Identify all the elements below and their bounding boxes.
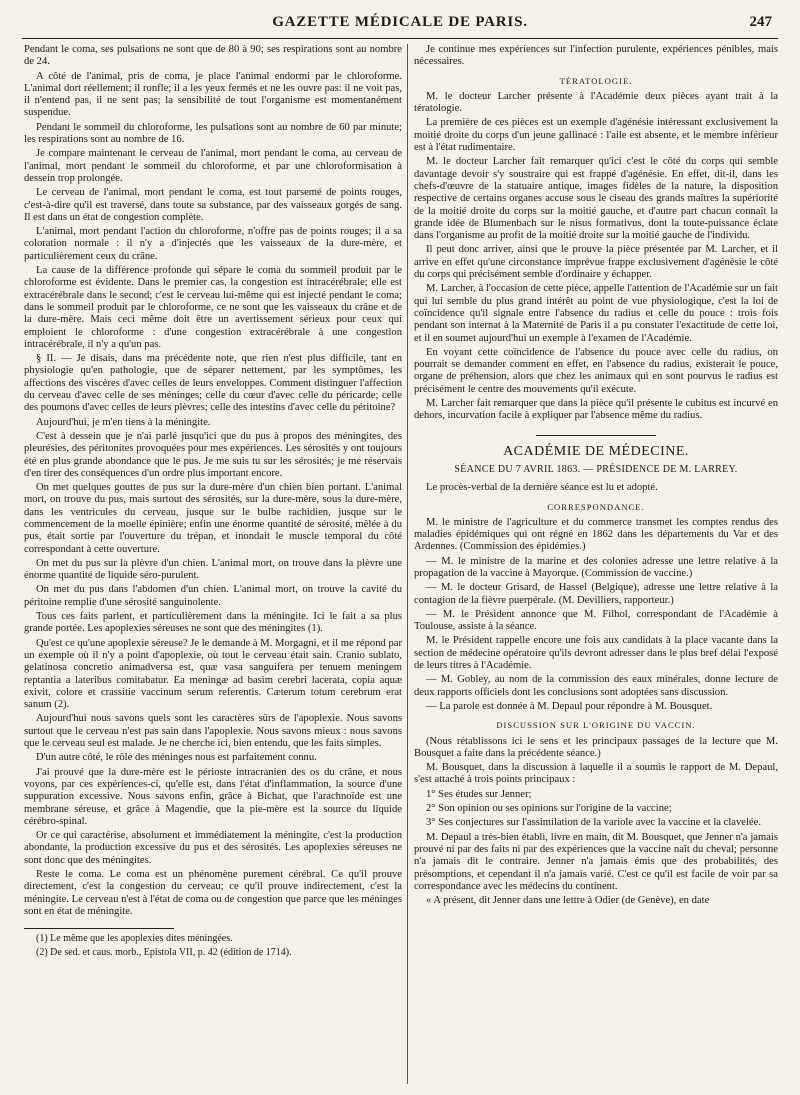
section-rule [536,435,656,436]
paragraph: Aujourd'hui nous savons quels sont les caractères sûrs de l'apoplexie. Nous savons surtout que le cerveau n'est pas sain dans l'apoplexie. Nous savons mieux : nous savons que le cerveau seul est malade. Je ne cherche ici, bien entendu, que les faits simples. [24,713,402,750]
journal-title: GAZETTE MÉDICALE DE PARIS. [272,14,528,30]
paragraph: J'ai prouvé que la dure-mère est le périoste intracranien des os du crâne, et nous voyons, par ces expériences-ci, qu'elle est, dans l'état d'inflammation, la source d'une suppuration excessive. Nous savons enfin, grâce à Bichat, que l'arachnoïde est une membrane séreuse, et grâce à Magendie, que la pie-mère est la source du liquide cérébro-spinal. [24,766,402,827]
footnote: (1) Le même que les apoplexies dites méningées. [36,933,233,945]
section-title-academie: ACADÉMIE DE MÉDECINE. [503,443,689,459]
paragraph: Pendant le sommeil du chloroforme, les pulsations sont au nombre de 60 par minute; les respirations sont au nombre de 16. [24,121,402,146]
footnote-rule [24,928,174,929]
column-divider [407,44,408,1084]
list-item: 1° Ses études sur Jenner; [426,788,532,800]
paragraph: D'un autre côté, le rôle des méninges nous est parfaitement connu. [36,752,317,764]
paragraph: En voyant cette coïncidence de l'absence du pouce avec celle du radius, on pourrait se demander comment en effet, en l'absence du radius, existerait le pouce, organe de préhension, alors que chez les animaux qui en sont pourvus le radius est précisément le centre des mouvements qu'il exécute. [414,346,778,395]
paragraph: (Nous rétablissons ici le sens et les principaux passages de la lecture que M. Bousquet a faite dans la précédente séance.) [414,735,778,759]
paragraph: M. le ministre de l'agriculture et du commerce transmet les comptes rendus des maladies épidémiques qui ont régné en 1862 dans les départements du Var et des Ardennes. (Commission des épidémies.) [414,516,778,553]
paragraph: La première de ces pièces est un exemple d'agénésie intéressant exclusivement la moitié droite du corps d'un jeune gallinacé : l'aile est absente, et le membre inférieur est à l'état rudimentaire. [414,117,778,154]
paragraph: Or ce qui caractérise, absolument et immédiatement la méningite, c'est la production abondante, la production excessive du pus et des sérosités. Les apoplexies séreuses ne sont donc que des méningites. [24,830,402,866]
paragraph: — M. le ministre de la marine et des colonies adresse une lettre relative à la propagation de la vaccine à Mayorque. (Commission de vaccine.) [414,555,778,579]
paragraph: — La parole est donnée à M. Depaul pour répondre à M. Bousquet. [426,700,713,712]
footnote: (2) De sed. et caus. morb., Epistola VII, p. 42 (édition de 1714). [36,947,292,959]
paragraph: M. Larcher, à l'occasion de cette pièce, appelle l'attention de l'Académie sur un fait qui lui semble du plus grand intérêt au point de vue physiologique, c'est la loi de coïncidence qu'il signale entre l'absence du radius et celle du pouce : trois fois pendant son internat à la Maternité de Paris il a pu constater l'exactitude de cette loi, et il en soumet aujourd'hui un exemple à l'examen de l'Académie. [414,283,778,344]
paragraph: M. Larcher fait remarquer que dans la pièce qu'il présente le cubitus est incurvé en dehors, incurvation facile à expliquer par l'absence même du radius. [414,398,778,422]
paragraph: Aujourd'hui, je m'en tiens à la méningite. [36,416,211,428]
paragraph: « A présent, dit Jenner dans une lettre à Odier (de Genève), en date [426,895,710,907]
list-item: 3° Ses conjectures sur l'assimilation de la variole avec la vaccine et la clavelée. [426,817,761,829]
paragraph: On met du pus dans l'abdomen d'un chien. L'animal mort, on trouve la cavité du péritoine remplie d'une sérosité sanguinolente. [24,584,402,608]
paragraph: Pendant le coma, ses pulsations ne sont que de 80 à 90; ses respirations sont au nombre de 24. [24,44,402,68]
paragraph: La cause de la différence profonde qui sépare le coma du sommeil produit par le chloroforme est évidente. Dans le premier cas, la congestion est intracérébrale; elle est extracérébrale dans le second; c'est le cerveau lui-même qui est injecté pendant le coma; dans le sommeil produit par le chloroforme, ce ne sont que les vaisseaux du crâne et de la dure-mère. Mais ceci même doit être un avertissement sérieux pour ceux qui emploient le chloroforme : d'une congestion extracérébrale à une congestion intracérébrale, il n'y a qu'un pas. [24,265,402,350]
left-column [24,44,402,1089]
paragraph: On met du pus sur la plèvre d'un chien. L'animal mort, on trouve dans la plèvre une énorme quantité de liquide séro-purulent. [24,557,402,582]
section-heading-correspondance: CORRESPONDANCE. [547,501,645,512]
paragraph: C'est à dessein que je n'ai parlé jusqu'ici que du pus à propos des méningites, des pleurésies, des péritonites provoquées pour mes expériences. Les sérosités y ont toujours été en plus grande abondance que le pus. Je me suis tu sur les sérosités; je me réservais d'en tirer des conséquences d'un ordre plus important encore. [24,430,402,479]
section-heading-discussion: DISCUSSION SUR L'ORIGINE DU VACCIN. [496,720,696,731]
paragraph: Qu'est ce qu'une apoplexie séreuse? Je le demande à M. Morgagni, et il me répond par un exemple où il n'y a point d'apoplexie, où tout le cerveau était sain. Cranio sublato, gelatinosa concretio animadversa est, quæ vasa sanguifera per tenuem meningem reptantia a lateribus comitabatur. Ea meningæ ad basim cerebri lacerata, copia aquæ exivit, colore et crassitie vaccinum serum referentis. Cæterum totum cerebrum erat sanum (2). [24,637,402,711]
paragraph: — M. le docteur Grisard, de Hassel (Belgique), adresse une lettre relative à la contagion de la fièvre puerpérale. (M. Devilliers, rapporteur.) [414,582,778,606]
paragraph: M. Depaul a très-bien établi, livre en main, dit M. Bousquet, que Jenner n'a jamais prouvé ni par des faits ni par des expériences que la vaccine naît du cheval; personne n'a jamais dit le contraire. Jenner n'a jamais émis que des probabilités, des présomptions, et cependant il n'a jamais varié. C'est ce qu'il est facile de voir par sa correspondance avec les médecins du continent. [414,831,778,892]
paragraph: Le cerveau de l'animal, mort pendant le coma, est tout parsemé de points rouges, c'est-à-dire qu'il est traversé, dans toute sa substance, par des vaisseaux gorgés de sang. Il est dans un état de congestion complète. [24,187,402,223]
right-column [414,44,778,1089]
paragraph: § II. — Je disais, dans ma précédente note, que rien n'est plus difficile, tant en physiologie qu'en pathologie, que de séparer nettement, par les symptômes, les affections des viscères d'avec celles de leurs enveloppes. Comment distinguer l'affection du cerveau d'avec celle de ses méninges; celle du cœur d'avec celle du péricarde; celle des poumons d'avec celles de leurs plèvres; celle des intestins d'avec celle du péritoine? [24,353,402,414]
paragraph: A côté de l'animal, pris de coma, je place l'animal endormi par le chloroforme. L'animal dort réellement; il ronfle; il a les yeux fermés et ne les ouvre pas: il ne voit pas, il n'entend pas, il ne sent pas; la sensibilité de tout l'organisme est momentanément suspendue. [24,70,402,119]
paragraph: M. Bousquet, dans la discussion à laquelle il a soumis le rapport de M. Depaul, s'est attaché à trois points principaux : [414,762,778,786]
paragraph: — M. le Président annonce que M. Filhol, correspondant de l'Académie à Toulouse, assiste à la séance. [414,608,778,633]
paragraph: Il peut donc arriver, ainsi que le prouve la pièce présentée par M. Larcher, et il arrive en effet qu'une circonstance imprévue frappe exclusivement d'agénésie le côté du corps qui précisément semble d'ordinaire y échapper. [414,244,778,281]
section-heading-teratologie: TÉRATOLOGIE. [559,75,633,86]
seance-line: SÉANCE DU 7 AVRIL 1863. — PRÉSIDENCE DE M. LARREY. [454,463,738,475]
paragraph: Tous ces faits parlent, et particulièrement dans la méningite. Ici le fait a sa plus grande portée. Les apoplexies séreuses ne sont que des méningites (1). [24,611,402,635]
paragraph: M. le docteur Larcher présente à l'Académie deux pièces ayant trait à la tératologie. [414,90,778,115]
paragraph: Je continue mes expériences sur l'infection purulente, expériences pénibles, mais nécessaires. [414,44,778,68]
paragraph: Je compare maintenant le cerveau de l'animal, mort pendant le coma, au cerveau de l'animal, mort pendant le sommeil du chloroforme, et par une chloroformisation à dessein trop prolongée. [24,148,402,184]
running-head [22,14,778,36]
paragraph: M. le Président rappelle encore une fois aux candidats à la place vacante dans la section de médecine opératoire qu'ils devront adresser dans le plus bref délai l'exposé de leurs titres à l'Académie. [414,635,778,672]
paragraph: L'animal, mort pendant l'action du chloroforme, n'offre pas de points rouges; il a sa coloration normale : il n'y a d'injectés que les vaisseaux de la dure-mère, et particulièrement ceux du crâne. [24,226,402,262]
paragraph: Reste le coma. Le coma est un phénomène purement cérébral. Ce qu'il prouve directement, c'est la congestion du cerveau; ce qu'il prouve indirectement, c'est la méningite. Le cerveau n'est à l'état de coma ou de congestion que parce que les méninges sont en état de méningite. [24,869,402,917]
paragraph: On met quelques gouttes de pus sur la dure-mère d'un chien bien portant. L'animal mort, on trouve du pus, mais surtout des sérosités, sur la dure-mère, sous la dure-mère, dans les ventricules du cerveau, jusque sur le bulbe rachidien, jusque sur le commencement de la moelle épinière; enfin une énorme quantité de sérosité, mêlée à du pus, était sortie par l'ouverture du trépan, et inondait le muscle temporal du côté correspondant à cette ouverture. [24,482,402,555]
paragraph: M. le docteur Larcher fait remarquer qu'ici c'est le côté du corps qui semble davantage devoir s'y soustraire qui est frappé d'agénésie. En effet, dit-il, dans les chefs-d'œuvre de la statuaire antique, images fidèles de la nature, la disposition respective de certains organes accuse sous le ciseau des grands maîtres la supériorité de la moitié droite du corps sur la moitié gauche, et d'autre part chacun connaît la grande idée de Blumenbach sur le nisus formativus, dont la toute-puissance éclate dans l'organisme au profit de la moitié droite sur la moitié gauche de l'individu. [414,156,778,242]
header-rule [22,38,778,39]
paragraph: — M. Gobley, au nom de la commission des eaux minérales, donne lecture de deux rapports officiels dont les conclusions sont adoptées sans discussion. [414,674,778,698]
list-item: 2° Son opinion ou ses opinions sur l'origine de la vaccine; [426,803,672,815]
page-number: 247 [749,14,772,30]
paragraph: Le procès-verbal de la dernière séance est lu et adopté. [426,482,658,494]
